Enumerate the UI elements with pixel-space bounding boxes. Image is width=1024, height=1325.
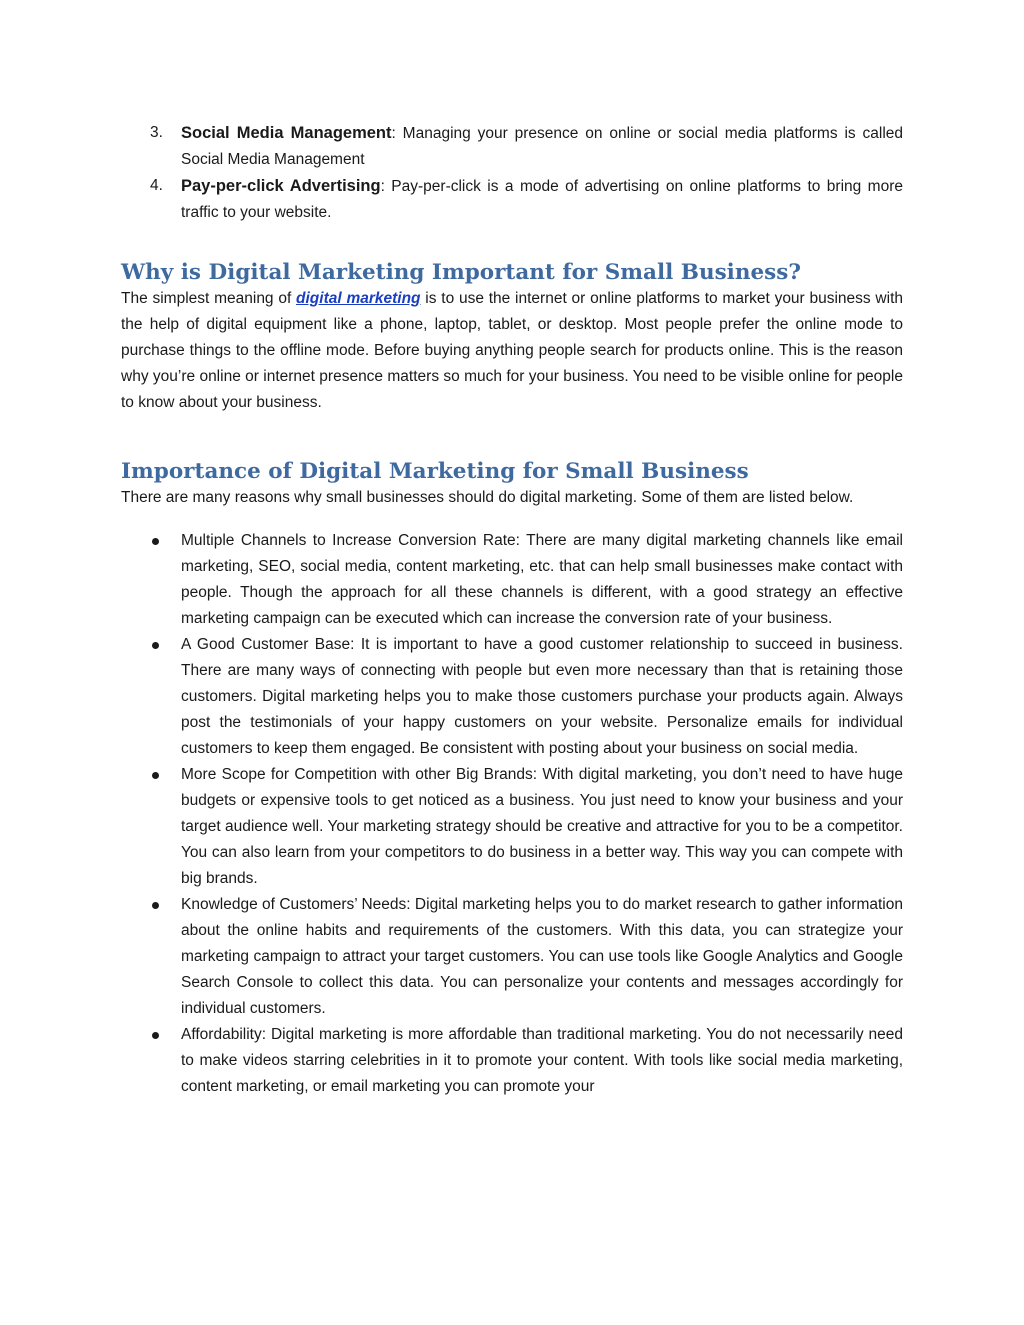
bullet-text: Multiple Channels to Increase Conversion Rate: There are many digital marketing channels like email marketing, SEO, social media, content marketing, etc. that can help small businesses make contact with people. Though the approach for all these channels is different, with a good strategy an effective marketing campaign can be executed which can increase the conversion rate of your business. [181,532,903,627]
bullet-text: More Scope for Competition with other Big Brands: With digital marketing, you don’t need to have huge budgets or expensive tools to get noticed as a business. You just need to know your business and your target audience well. Your marketing strategy should be creative and attractive for you to be a competitor. You can also learn from your competitors to do business in a better way. This way you can compete with big brands. [181,766,903,887]
list-item [121,528,903,632]
bullet-icon [152,538,159,545]
list-text: : Pay-per-click is a mode of advertising on online platforms to bring more traffic to your website. [181,178,903,221]
bullet-icon [152,902,159,909]
list-item [121,1022,903,1100]
digital-marketing-link[interactable]: digital marketing [296,290,421,307]
list-item [121,762,903,892]
list-term: Social Media Management [181,124,392,142]
document-content [121,120,903,1100]
list-item [121,632,903,762]
paragraph-text: The simplest meaning of [121,290,297,307]
section-intro: There are many reasons why small businesses should do digital marketing. Some of them are listed below. [121,489,854,506]
section-paragraph [121,286,903,416]
numbered-list [121,120,903,226]
list-item [121,892,903,1022]
bullet-text: A Good Customer Base: It is important to have a good customer relationship to succeed in business. There are many ways of connecting with people but even more necessary than that is retaining those customers. Digital marketing helps you to make those customers purchase your products again. Always post the testimonials of your happy customers on your website. Personalize emails for individual customers to keep them engaged. Be consistent with posting about your business on social media. [181,636,903,757]
paragraph-text: is to use the internet or online platforms to market your business with the help of digital equipment like a phone, laptop, tablet, or desktop. Most people prefer the online mode to purchase things to the offline mode. Before buying anything people search for products online. This is the reason why you’re online or internet presence matters so much for your business. You need to be visible online for people to know about your business. [121,290,904,411]
section-heading-why: Why is Digital Marketing Important for Small Business? [121,260,801,285]
bullet-text: Knowledge of Customers’ Needs: Digital marketing helps you to do market research to gather information about the online habits and requirements of the customers. With this data, you can strategize your marketing campaign to attract your target customers. You can use tools like Google Analytics and Google Search Console to collect this data. You can personalize your contents and messages accordingly for individual customers. [181,896,903,1017]
bullet-list [121,528,903,1100]
section-heading-importance: Importance of Digital Marketing for Small Business [121,459,749,484]
bullet-icon [152,1032,159,1039]
list-term: Pay-per-click Advertising [181,177,381,195]
bullet-icon [152,642,159,649]
list-item [121,173,903,226]
list-number: 3. [150,124,163,141]
list-number: 4. [150,177,163,194]
bullet-text: Affordability: Digital marketing is more affordable than traditional marketing. You do not necessarily need to make videos starring celebrities in it to promote your content. With tools like social media marketing, content marketing, or email marketing you can promote your [181,1026,903,1095]
list-item [121,120,903,173]
list-text: : Managing your presence on online or social media platforms is called Social Media Management [181,125,904,168]
bullet-icon [152,772,159,779]
